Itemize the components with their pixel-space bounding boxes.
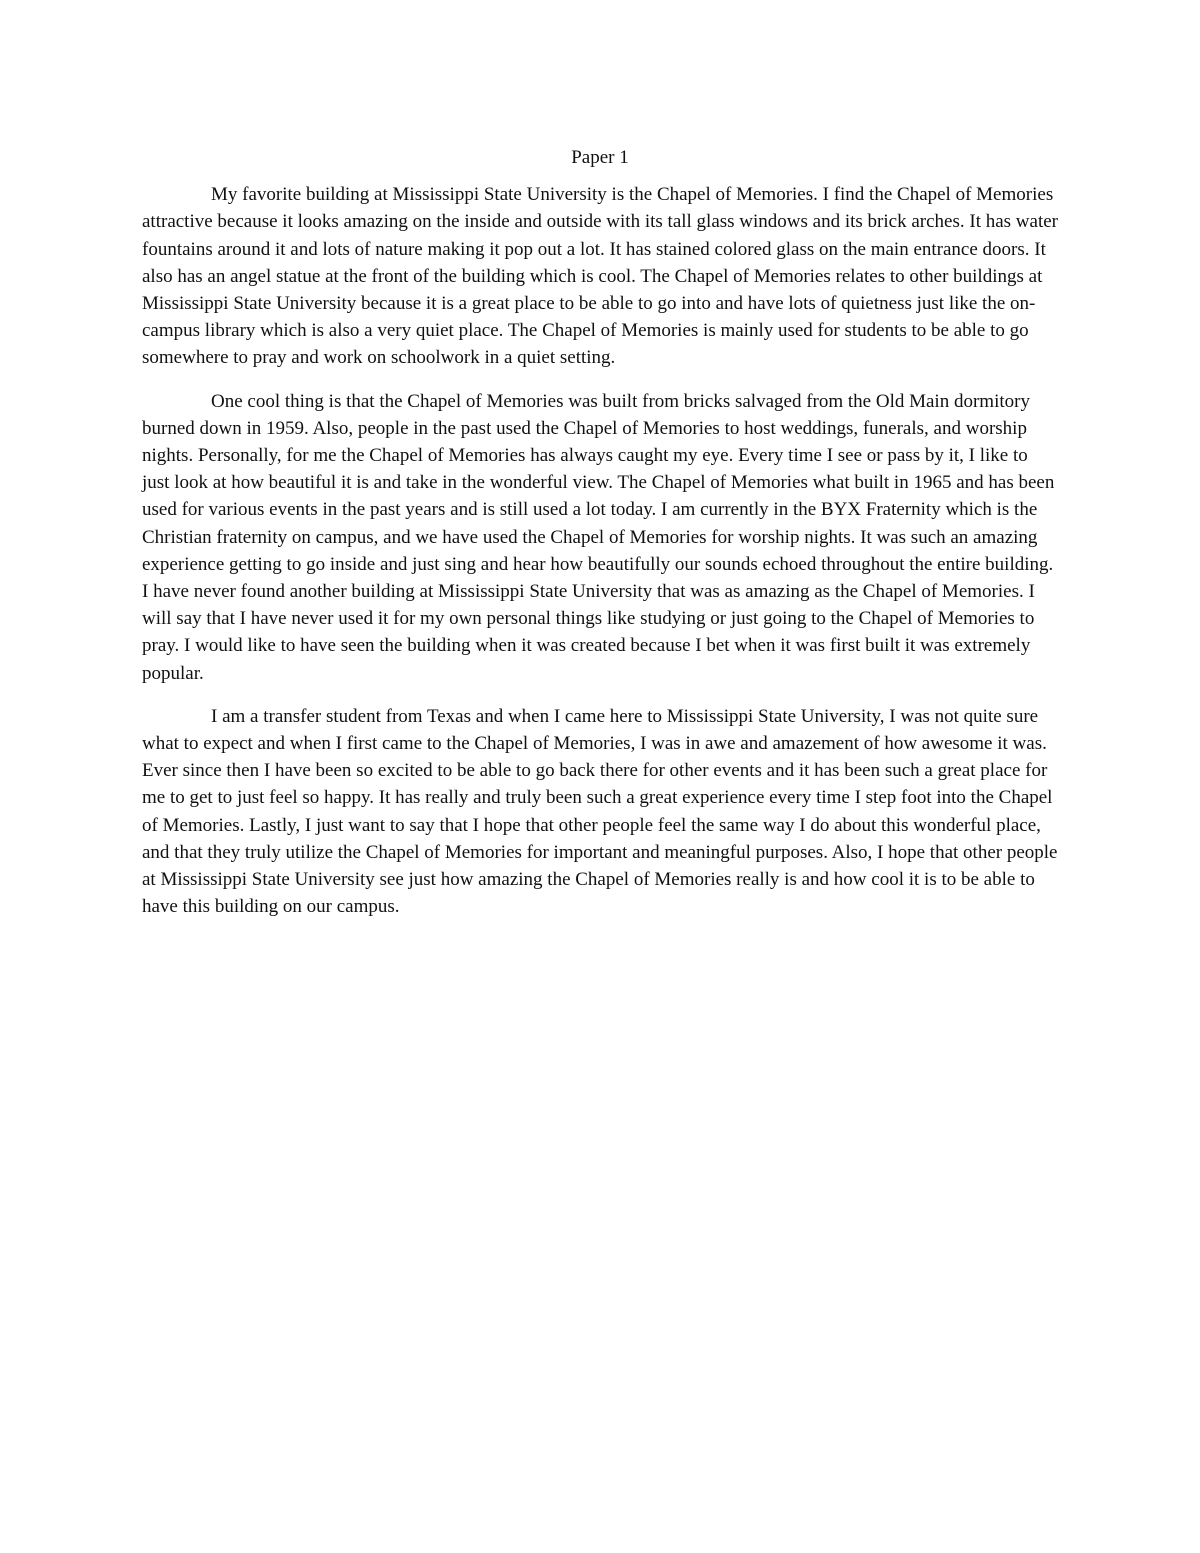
paragraph-3: I am a transfer student from Texas and when I came here to Mississippi State University, I was not quite sure what to expect and when I first came to the Chapel of Memories, I was in awe and amazement of how awesome it was. Ever since then I have been so excited to be able to go back there for other events and it has been such a great place for me to get to just feel so happy. It has really and truly been such a great experience every time I step foot into the Chapel of Memories. Lastly, I just want to say that I hope that other people feel the same way I do about this wonderful place, and that they truly utilize the Chapel of Memories for important and meaningful purposes. Also, I hope that other people at Mississippi State University see just how amazing the Chapel of Memories really is and how cool it is to be able to have this building on our campus. — [142, 705, 1058, 918]
paragraph-1: My favorite building at Mississippi State University is the Chapel of Memories. I find the Chapel of Memories attractive because it looks amazing on the inside and outside with its tall glass windows and its brick arches. It has water fountains around it and lots of nature making it pop out a lot. It has stained colored glass on the main entrance doors. It also has an angel statue at the front of the building which is cool. The Chapel of Memories relates to other buildings at Mississippi State University because it is a great place to be able to go into and have lots of quietness just like the on-campus library which is also a very quiet place. The Chapel of Memories is mainly used for students to be able to go somewhere to pray and work on schoolwork in a quiet setting. — [142, 184, 1058, 369]
document-title: Paper 1 — [571, 147, 629, 168]
paragraph-2: One cool thing is that the Chapel of Memories was built from bricks salvaged from the Old Main dormitory burned down in 1959. Also, people in the past used the Chapel of Memories to host weddings, funerals, and worship nights. Personally, for me the Chapel of Memories has always caught my eye. Every time I see or pass by it, I like to just look at how beautiful it is and take in the wonderful view. The Chapel of Memories what built in 1965 and has been used for various events in the past years and is still used a lot today. I am currently in the BYX Fraternity which is the Christian fraternity on campus, and we have used the Chapel of Memories for worship nights. It was such an amazing experience getting to go inside and just sing and hear how beautifully our sounds echoed throughout the entire building. I have never found another building at Mississippi State University that was as amazing as the Chapel of Memories. I will say that I have never used it for my own personal things like studying or just going to the Chapel of Memories to pray. I would like to have seen the building when it was created because I bet when it was first built it was extremely popular. — [142, 390, 1055, 684]
document-body — [142, 144, 1058, 936]
